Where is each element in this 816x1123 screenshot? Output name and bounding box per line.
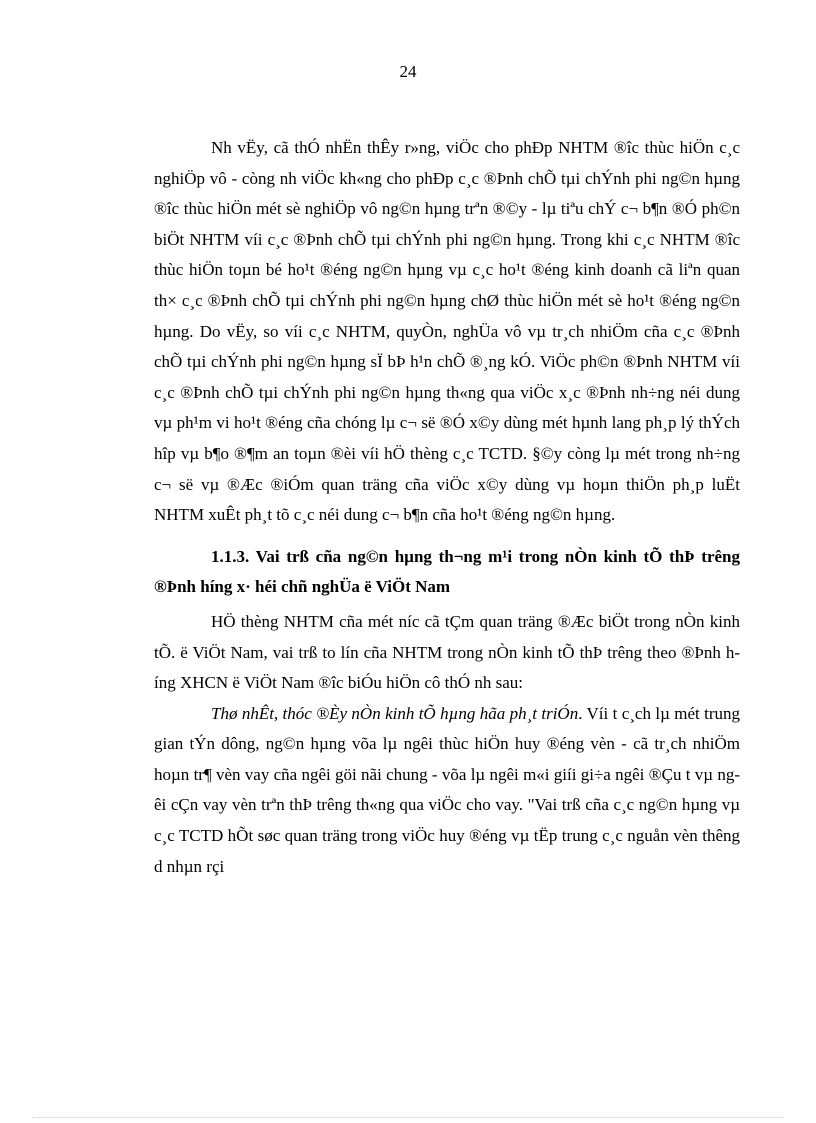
page-number: 24	[399, 62, 417, 81]
first-role-lead: Thø nhÊt, thóc ®Èy nÒn kinh tÕ hµng hãa ph¸t triÓn	[211, 703, 579, 723]
paragraph-distinguishing-banks: Nh vËy, cã thÓ nhËn thÊy r»ng, viÖc cho phÐp NHTM ®îc thùc hiÖn c¸c nghiÖp vô - còng nh viÖc kh«ng cho phÐp c¸c ®Þnh chÕ tµi chÝnh phi ng©n hµng ®îc thùc hiÖn mét sè nghiÖp vô ng©n hµng trªn ®©y - lµ tiªu chÝ c¬ b¶n ®Ó ph©n biÖt NHTM víi c¸c ®Þnh chÕ tµi chÝnh phi ng©n hµng. Trong khi c¸c NHTM ®îc thùc hiÖn toµn bé ho¹t ®éng ng©n hµng vµ c¸c ho¹t ®éng kinh doanh cã liªn quan th× c¸c ®Þnh chÕ tµi chÝnh phi ng©n hµng chØ thùc hiÖn mét sè ho¹t ®éng ng©n hµng. Do vËy, so víi c¸c NHTM, quyÒn, nghÜa vô vµ tr¸ch nhiÖm cña c¸c ®Þnh chÕ tµi chÝnh phi ng©n hµng sÏ bÞ h¹n chÕ ®¸ng kÓ. ViÖc ph©n ®Þnh NHTM víi c¸c ®Þnh chÕ tµi chÝnh phi ng©n hµng th«ng qua viÖc x¸c ®Þnh nh÷ng néi dung vµ ph¹m vi ho¹t ®éng cña chóng lµ c¬ së ®Ó x©y dùng mét hµnh lang ph¸p lý thÝch hîp vµ b¶o ®¶m an toµn ®èi víi hÖ thèng c¸c TCTD. §©y còng lµ mét trong nh÷ng c¬ së vµ ®Æc ®iÓm quan träng cña viÖc x©y dùng vµ hoµn thiÖn ph¸p luËt NHTM xuÊt ph¸t tõ c¸c néi dung c¬ b¶n cña ho¹t ®éng ng©n hµng.	[154, 138, 740, 525]
paragraph-first-role	[154, 699, 740, 883]
first-role-text: . Víi t c¸ch lµ mét trung gian tÝn dông, ng©n hµng võa lµ ngêi thùc hiÖn huy ®éng vèn - cã tr¸ch nhiÖm hoµn tr¶ vèn vay cña ngêi göi nãi chung - võa lµ ngêi m«i giíi gi÷a ngêi ®Çu t vµ ngêi cÇn vay vèn trªn thÞ trêng th«ng qua viÖc cho vay. "Vai trß cña c¸c ng©n hµng vµ c¸c TCTD hÕt søc quan träng trong viÖc huy ®éng vµ tËp trung c¸c nguån vèn thêng d nhµn rçi	[154, 703, 740, 876]
section-heading-1-1-3: 1.1.3. Vai trß cña ng©n hµng th¬ng m¹i trong nÒn kinh tÕ thÞ trêng ®Þnh híng x· héi chñ nghÜa ë ViÖt Nam	[154, 546, 740, 597]
page-bottom-divider	[32, 1117, 784, 1118]
document-body	[154, 133, 740, 882]
paragraph-bank-system-importance: HÖ thèng NHTM cña mét níc cã tÇm quan träng ®Æc biÖt trong nÒn kinh tÕ. ë ViÖt Nam, vai trß to lín cña NHTM trong nÒn kinh tÕ thÞ trêng theo ®Þnh híng XHCN ë ViÖt Nam ®îc biÓu hiÖn cô thÓ nh sau:	[154, 611, 740, 693]
